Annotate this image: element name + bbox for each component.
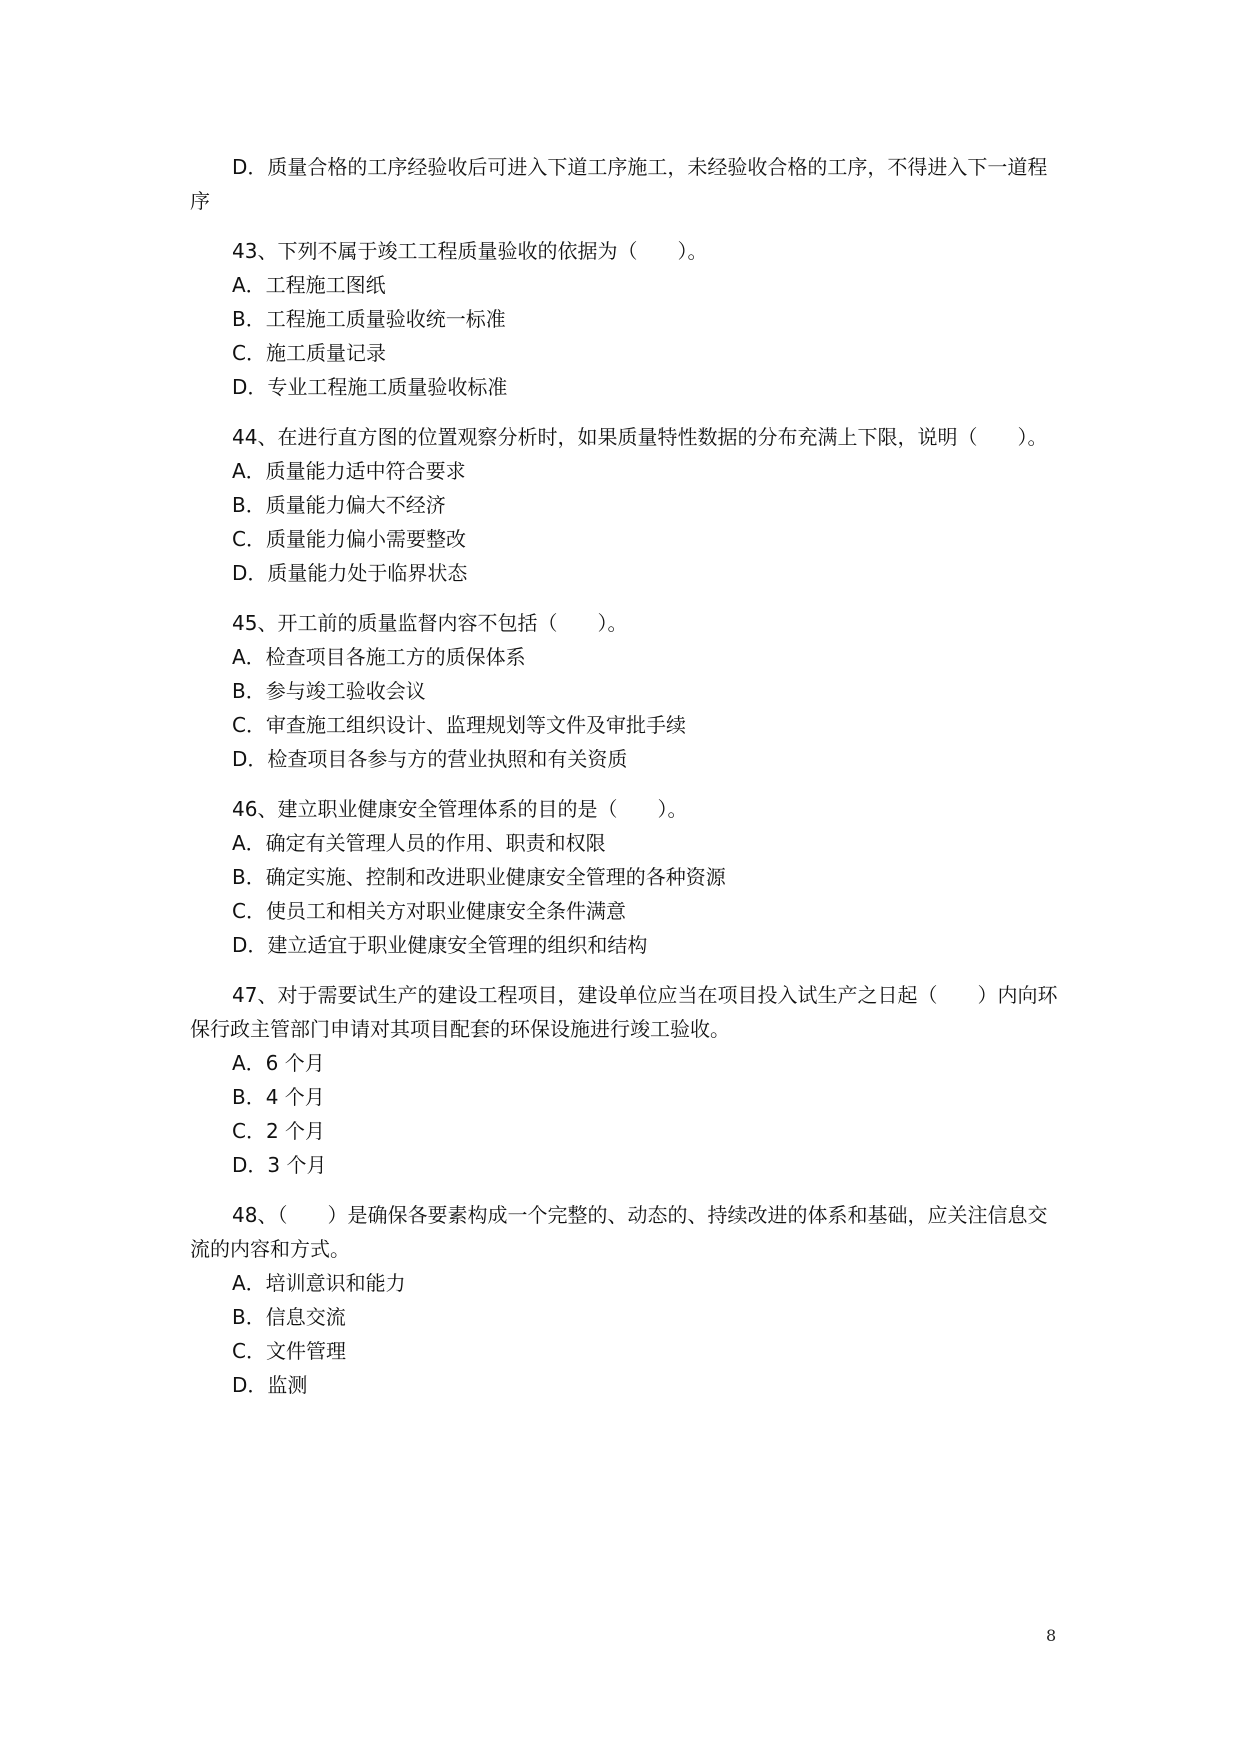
- option-d: D．监测: [232, 1373, 308, 1397]
- option-a: A．6 个月: [232, 1051, 325, 1075]
- question-43: [190, 234, 1060, 404]
- option-b: B．参与竣工验收会议: [232, 679, 426, 703]
- page-number: 8: [1046, 1626, 1057, 1645]
- option-a: A．培训意识和能力: [232, 1271, 406, 1295]
- continuation-text: D．质量合格的工序经验收后可进入下道工序施工，未经验收合格的工序，不得进入下一道程序: [190, 155, 1048, 213]
- option-d: D．建立适宜于职业健康安全管理的组织和结构: [232, 933, 648, 957]
- option-c: C．审查施工组织设计、监理规划等文件及审批手续: [232, 713, 686, 737]
- question-stem: 44、在进行直方图的位置观察分析时，如果质量特性数据的分布充满上下限，说明（ ）。: [232, 425, 1048, 449]
- option-c: C．文件管理: [232, 1339, 346, 1363]
- option-c: C．2 个月: [232, 1119, 326, 1143]
- option-b: B．4 个月: [232, 1085, 325, 1109]
- question-stem: 46、建立职业健康安全管理体系的目的是（ ）。: [232, 797, 688, 821]
- option-d: D．3 个月: [232, 1153, 327, 1177]
- question-stem: 43、下列不属于竣工工程质量验收的依据为（ ）。: [232, 239, 708, 263]
- option-b: B．确定实施、控制和改进职业健康安全管理的各种资源: [232, 865, 726, 889]
- option-b: B．信息交流: [232, 1305, 346, 1329]
- question-48: [190, 1198, 1060, 1402]
- question-47: [190, 978, 1060, 1182]
- question-44: [190, 420, 1060, 590]
- question-stem: 48、（ ）是确保各要素构成一个完整的、动态的、持续改进的体系和基础，应关注信息交流的内容和方式。: [190, 1203, 1048, 1261]
- option-c: C．施工质量记录: [232, 341, 386, 365]
- question-46: [190, 792, 1060, 962]
- question-stem: 47、对于需要试生产的建设工程项目，建设单位应当在项目投入试生产之日起（ ）内向环保行政主管部门申请对其项目配套的环保设施进行竣工验收。: [190, 983, 1058, 1041]
- question-45: [190, 606, 1060, 776]
- option-c: C．质量能力偏小需要整改: [232, 527, 466, 551]
- option-d: D．专业工程施工质量验收标准: [232, 375, 508, 399]
- option-d: D．质量能力处于临界状态: [232, 561, 468, 585]
- option-c: C．使员工和相关方对职业健康安全条件满意: [232, 899, 626, 923]
- option-b: B．工程施工质量验收统一标准: [232, 307, 506, 331]
- option-a: A．确定有关管理人员的作用、职责和权限: [232, 831, 606, 855]
- option-a: A．检查项目各施工方的质保体系: [232, 645, 526, 669]
- option-a: A．质量能力适中符合要求: [232, 459, 466, 483]
- continuation-block: [190, 150, 1060, 218]
- document-body: [190, 150, 1060, 1418]
- option-b: B．质量能力偏大不经济: [232, 493, 446, 517]
- question-stem: 45、开工前的质量监督内容不包括（ ）。: [232, 611, 628, 635]
- option-d: D．检查项目各参与方的营业执照和有关资质: [232, 747, 628, 771]
- option-a: A．工程施工图纸: [232, 273, 386, 297]
